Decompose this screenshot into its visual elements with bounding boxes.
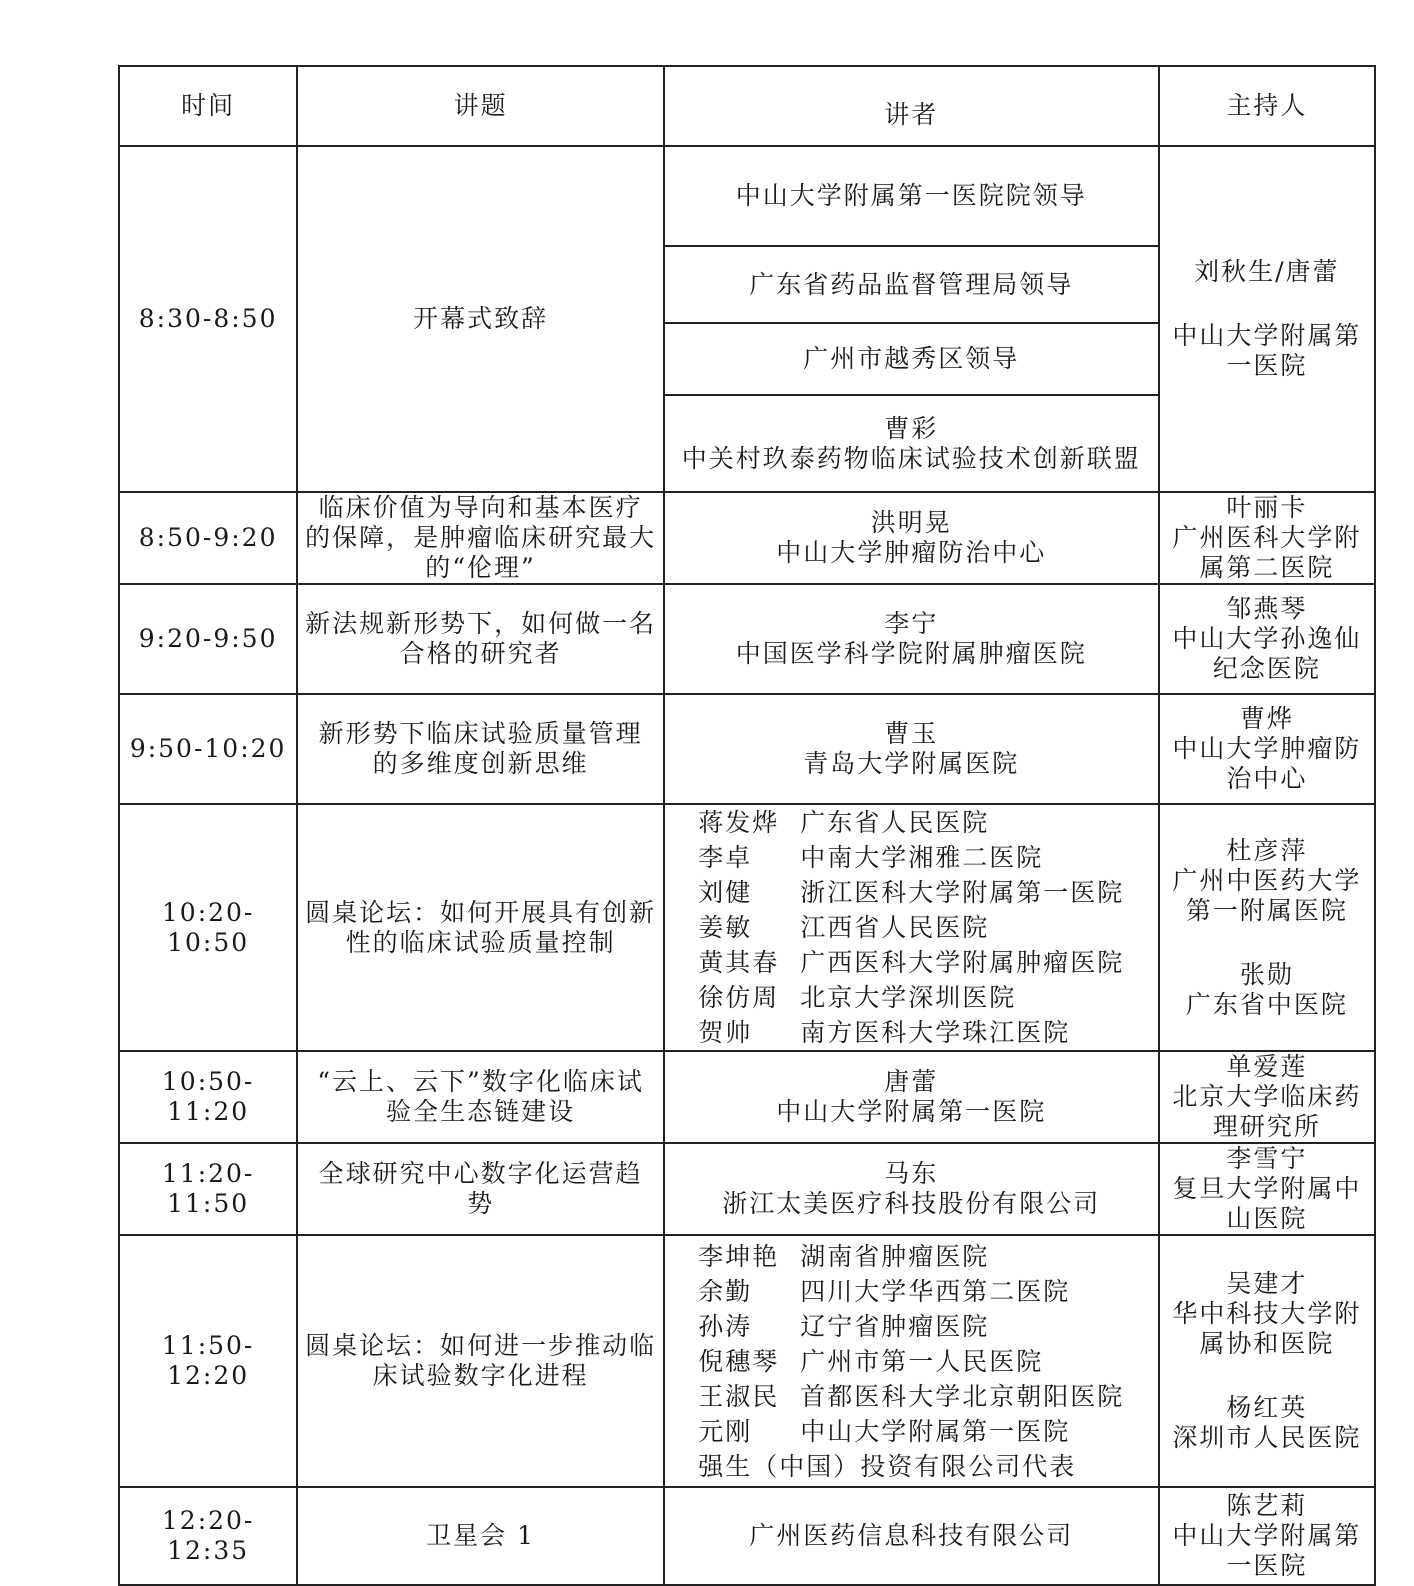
host-org: 中山大学附属第 bbox=[1172, 1521, 1362, 1550]
speaker-org: 中国医学科学院附属肿瘤医院 bbox=[735, 639, 1087, 668]
session-topic bbox=[297, 492, 664, 584]
topic-line: 床试验数字化进程 bbox=[372, 1361, 589, 1390]
panel-org: 北京大学深圳医院 bbox=[800, 983, 1017, 1012]
forum-row bbox=[119, 804, 1375, 1051]
topic-line: 性的临床试验质量控制 bbox=[345, 927, 616, 957]
topic-line: 验全生态链建设 bbox=[386, 1097, 576, 1126]
panel-org: 广西医科大学附属肿瘤医院 bbox=[800, 948, 1125, 977]
panel-member bbox=[698, 1379, 1124, 1414]
header-speaker: 讲者 bbox=[664, 66, 1159, 146]
forum-topic bbox=[297, 804, 664, 1051]
panel-name: 蒋发烨 bbox=[698, 808, 780, 837]
panel-name: 王淑民 bbox=[698, 1381, 780, 1411]
session-row bbox=[119, 492, 1375, 584]
forum-host bbox=[1159, 804, 1375, 1051]
topic-line: “云上、云下”数字化临床试 bbox=[317, 1067, 644, 1096]
host-name: 杜彦萍 bbox=[1226, 835, 1308, 865]
header-time: 时间 bbox=[119, 66, 297, 146]
session-row bbox=[119, 1051, 1375, 1143]
session-speaker bbox=[664, 1051, 1159, 1143]
speaker-name: 唐蕾 bbox=[884, 1067, 939, 1096]
host-org: 第一附属医院 bbox=[1185, 895, 1348, 925]
session-topic bbox=[297, 584, 664, 694]
opening-speaker-4-name: 曹彩 bbox=[884, 413, 939, 443]
speaker-org: 浙江太美医疗科技股份有限公司 bbox=[722, 1189, 1101, 1218]
forum-panel bbox=[664, 1235, 1159, 1487]
session-row bbox=[119, 694, 1375, 804]
panel-member bbox=[698, 875, 1124, 910]
panel-member bbox=[698, 1015, 1124, 1050]
host-org: 中山大学肿瘤防 bbox=[1172, 734, 1362, 763]
panel-name: 贺帅 bbox=[698, 1018, 753, 1047]
agenda-table bbox=[118, 65, 1376, 1586]
panel-name: 余勤 bbox=[698, 1276, 753, 1306]
panel-org: 江西省人民医院 bbox=[800, 913, 990, 942]
session-host bbox=[1159, 492, 1375, 584]
forum-time: 10:20-10:50 bbox=[119, 804, 297, 1051]
speaker-org: 中山大学附属第一医院 bbox=[776, 1097, 1047, 1126]
panel-name: 徐仿周 bbox=[698, 983, 780, 1012]
topic-line: 的保障，是肿瘤临床研究最大 bbox=[305, 523, 657, 552]
topic-line: 势 bbox=[467, 1189, 495, 1218]
panel-member bbox=[698, 1309, 1124, 1344]
panel-member bbox=[698, 980, 1124, 1015]
panel-org: 广州市第一人民医院 bbox=[800, 1346, 1044, 1376]
satellite-host bbox=[1159, 1487, 1375, 1585]
forum-row bbox=[119, 1235, 1375, 1487]
panel-name: 黄其春 bbox=[698, 948, 780, 977]
panel-name: 孙涛 bbox=[698, 1311, 753, 1341]
session-speaker bbox=[664, 584, 1159, 694]
panel-list bbox=[698, 805, 1124, 1050]
session-speaker bbox=[664, 1143, 1159, 1235]
session-time: 8:50-9:20 bbox=[119, 492, 297, 584]
host-name: 曹烨 bbox=[1239, 704, 1294, 733]
host-name: 单爱莲 bbox=[1226, 1052, 1308, 1081]
host-name: 张勋 bbox=[1239, 959, 1294, 989]
satellite-topic: 卫星会 1 bbox=[297, 1487, 664, 1585]
opening-row bbox=[119, 146, 1375, 246]
panel-member bbox=[698, 1239, 1124, 1274]
topic-line: 合格的研究者 bbox=[399, 639, 562, 668]
panel-org: 中南大学湘雅二医院 bbox=[800, 843, 1044, 872]
host-org: 治中心 bbox=[1226, 764, 1308, 793]
panel-name: 李坤艳 bbox=[698, 1241, 780, 1271]
session-host bbox=[1159, 694, 1375, 804]
speaker-name: 曹玉 bbox=[884, 719, 939, 748]
session-speaker bbox=[664, 492, 1159, 584]
panel-member bbox=[698, 805, 1124, 840]
host-org: 属第二医院 bbox=[1199, 553, 1335, 582]
topic-line: 新形势下临床试验质量管理 bbox=[318, 719, 643, 748]
panel-member bbox=[698, 910, 1124, 945]
panel-name: 倪穗琴 bbox=[698, 1346, 780, 1376]
opening-speaker-1: 中山大学附属第一医院院领导 bbox=[664, 146, 1159, 246]
panel-member bbox=[698, 840, 1124, 875]
host-org: 广州中医药大学 bbox=[1172, 865, 1362, 895]
panel-list bbox=[698, 1239, 1124, 1484]
topic-line: 新法规新形势下，如何做一名 bbox=[305, 609, 657, 638]
opening-speaker-3: 广州市越秀区领导 bbox=[664, 323, 1159, 395]
host-name: 吴建才 bbox=[1226, 1269, 1308, 1298]
opening-speaker-2: 广东省药品监督管理局领导 bbox=[664, 246, 1159, 323]
session-time: 11:20-11:50 bbox=[119, 1143, 297, 1235]
panel-org: 中山大学附属第一医院 bbox=[800, 1416, 1071, 1446]
panel-member bbox=[698, 1414, 1124, 1449]
session-topic bbox=[297, 1143, 664, 1235]
session-row bbox=[119, 584, 1375, 694]
session-speaker bbox=[664, 694, 1159, 804]
forum-host bbox=[1159, 1235, 1375, 1487]
host-org: 广州医科大学附 bbox=[1172, 523, 1362, 552]
panel-name: 刘健 bbox=[698, 878, 753, 907]
host-name: 杨红英 bbox=[1226, 1393, 1308, 1422]
speaker-name: 洪明晃 bbox=[870, 508, 952, 537]
topic-line: 圆桌论坛：如何进一步推动临 bbox=[305, 1331, 657, 1360]
host-org: 华中科技大学附 bbox=[1172, 1299, 1362, 1328]
speaker-name: 马东 bbox=[884, 1159, 939, 1188]
satellite-time: 12:20-12:35 bbox=[119, 1487, 297, 1585]
topic-line: 的多维度创新思维 bbox=[372, 749, 589, 778]
host-org: 北京大学临床药 bbox=[1172, 1082, 1362, 1111]
host-org: 属协和医院 bbox=[1199, 1329, 1335, 1358]
opening-time: 8:30-8:50 bbox=[119, 146, 297, 492]
satellite-row bbox=[119, 1487, 1375, 1585]
forum-time: 11:50-12:20 bbox=[119, 1235, 297, 1487]
host-org: 中山大学孙逸仙 bbox=[1172, 624, 1362, 653]
panel-org: 首都医科大学北京朝阳医院 bbox=[800, 1381, 1125, 1411]
panel-org: 四川大学华西第二医院 bbox=[800, 1276, 1071, 1306]
host-org: 一医院 bbox=[1226, 1551, 1308, 1580]
panel-member bbox=[698, 1274, 1124, 1309]
panel-org: 广东省人民医院 bbox=[800, 808, 990, 837]
host-org: 广东省中医院 bbox=[1185, 989, 1348, 1019]
speaker-org: 青岛大学附属医院 bbox=[803, 749, 1020, 778]
topic-line: 全球研究中心数字化运营趋 bbox=[318, 1159, 643, 1188]
panel-member bbox=[698, 945, 1124, 980]
host-org: 纪念医院 bbox=[1212, 654, 1321, 683]
session-host bbox=[1159, 584, 1375, 694]
speaker-name: 李宁 bbox=[884, 609, 939, 638]
opening-topic: 开幕式致辞 bbox=[297, 146, 664, 492]
host-name: 叶丽卡 bbox=[1226, 493, 1308, 522]
opening-speaker-4 bbox=[664, 395, 1159, 492]
session-time: 10:50-11:20 bbox=[119, 1051, 297, 1143]
session-topic bbox=[297, 694, 664, 804]
panel-member bbox=[698, 1449, 1124, 1484]
header-row bbox=[119, 66, 1375, 146]
speaker-org: 中山大学肿瘤防治中心 bbox=[776, 538, 1047, 567]
panel-org: 强生（中国）投资有限公司代表 bbox=[698, 1451, 1077, 1481]
panel-org: 辽宁省肿瘤医院 bbox=[800, 1311, 990, 1341]
host-org: 理研究所 bbox=[1212, 1112, 1321, 1141]
panel-name: 姜敏 bbox=[698, 913, 753, 942]
forum-panel bbox=[664, 804, 1159, 1051]
panel-org: 浙江医科大学附属第一医院 bbox=[800, 878, 1125, 907]
host-org: 山医院 bbox=[1226, 1204, 1308, 1233]
satellite-speaker: 广州医药信息科技有限公司 bbox=[664, 1487, 1159, 1585]
topic-line: 的“伦理” bbox=[425, 553, 536, 582]
session-time: 9:50-10:20 bbox=[119, 694, 297, 804]
host-org: 复旦大学附属中 bbox=[1172, 1174, 1362, 1203]
panel-org: 南方医科大学珠江医院 bbox=[800, 1018, 1071, 1047]
host-name: 邹燕琴 bbox=[1226, 594, 1308, 623]
panel-member bbox=[698, 1344, 1124, 1379]
topic-line: 临床价值为导向和基本医疗 bbox=[318, 493, 643, 522]
session-host bbox=[1159, 1143, 1375, 1235]
host-name: 李雪宁 bbox=[1226, 1144, 1308, 1173]
panel-org: 湖南省肿瘤医院 bbox=[800, 1241, 990, 1271]
host-org: 深圳市人民医院 bbox=[1172, 1423, 1362, 1452]
opening-host-org-2: 一医院 bbox=[1226, 351, 1308, 380]
opening-host bbox=[1159, 146, 1375, 492]
opening-host-name: 刘秋生/唐蕾 bbox=[1194, 257, 1340, 286]
panel-name: 李卓 bbox=[698, 843, 753, 872]
session-time: 9:20-9:50 bbox=[119, 584, 297, 694]
header-host: 主持人 bbox=[1159, 66, 1375, 146]
header-topic: 讲题 bbox=[297, 66, 664, 146]
session-row bbox=[119, 1143, 1375, 1235]
opening-host-org-1: 中山大学附属第 bbox=[1172, 321, 1362, 350]
opening-speaker-4-org: 中关村玖泰药物临床试验技术创新联盟 bbox=[681, 443, 1141, 473]
session-host bbox=[1159, 1051, 1375, 1143]
panel-name: 元刚 bbox=[698, 1416, 753, 1446]
topic-line: 圆桌论坛：如何开展具有创新 bbox=[305, 897, 657, 927]
forum-topic bbox=[297, 1235, 664, 1487]
session-topic bbox=[297, 1051, 664, 1143]
host-name: 陈艺莉 bbox=[1226, 1491, 1308, 1520]
